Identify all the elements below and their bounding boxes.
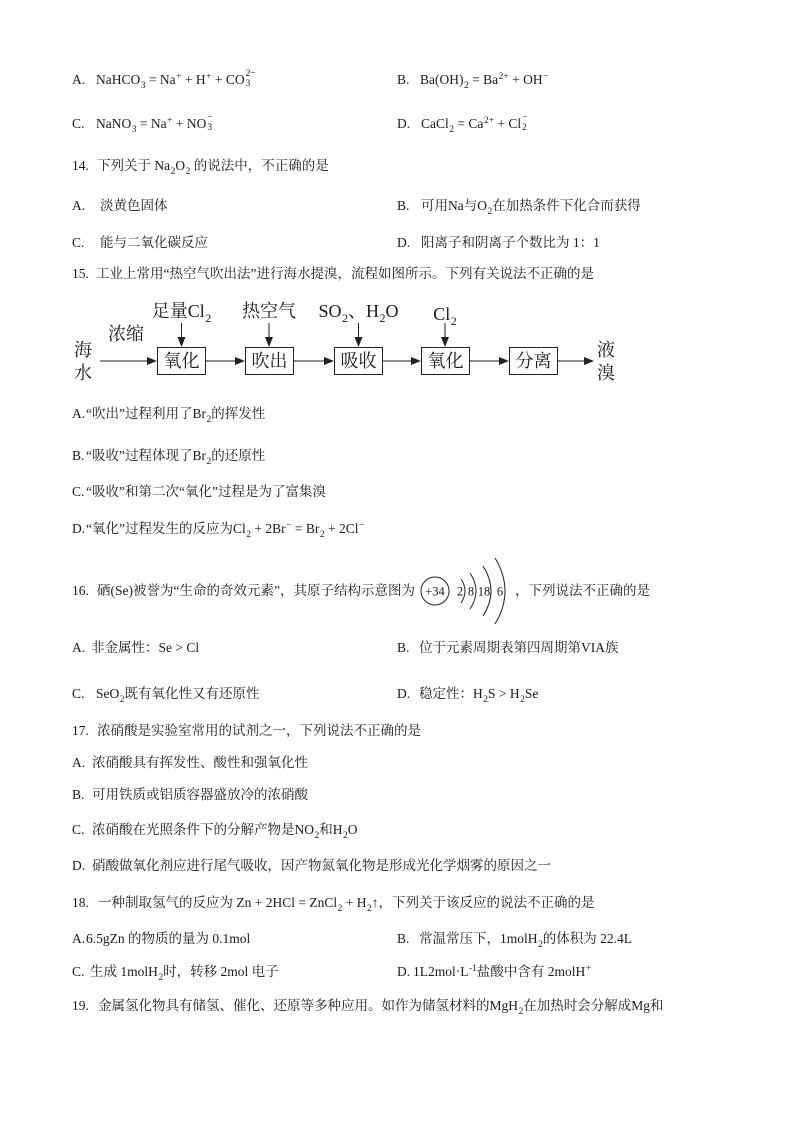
option-text: $1L2mol\cdot L^{-1}$盐酸中含有 2molH+ <box>413 964 592 979</box>
option-text: 能与二氧化碳反应 <box>100 235 208 250</box>
flow-input-1: 足量$Cl_2$ <box>151 301 212 325</box>
flow-step-oxidation-2: 氧化 <box>421 347 470 375</box>
question-16-stem <box>72 555 650 627</box>
question-text: 浓硝酸是实验室常用的试剂之一，下列说法不正确的是 <box>97 723 421 738</box>
option-label: A. <box>72 198 86 213</box>
superscript: − <box>522 113 528 124</box>
option-text: 浓硝酸具有挥发性、酸性和强氧化性 <box>92 755 308 770</box>
superscript: + <box>176 71 182 82</box>
option-15c <box>72 482 326 502</box>
option-15d <box>72 519 364 539</box>
subscript: 3 <box>131 124 137 135</box>
option-label: A. <box>72 72 86 87</box>
option-label: C. <box>72 964 85 979</box>
subscript: 2 <box>319 530 325 540</box>
subscript: 2 <box>170 167 176 177</box>
question-number: 15. <box>72 266 89 281</box>
option-17b <box>72 785 308 805</box>
option-text: 6.5gZn 的物质的量为 0.1mol <box>86 931 251 946</box>
subscript: 2 <box>449 124 455 135</box>
question-number: 18. <box>72 895 89 910</box>
option-label: A. <box>72 640 86 655</box>
superscript: + <box>167 115 173 126</box>
option-label: C. <box>72 116 85 131</box>
subscript: 2 <box>314 831 320 841</box>
option-text: 生成 1molH$_2$时，转移 2mol 电子 <box>90 964 279 983</box>
subscript: 2 <box>487 207 493 217</box>
option-label: B. <box>397 931 410 946</box>
flow-step-oxidation-1: 氧化 <box>157 347 206 375</box>
question-text: 工业上常用“热空气吹出法”进行海水提溴，流程如图所示。下列有关说法不正确的是 <box>96 266 594 281</box>
option-text: 稳定性：$H_2S > H_2Se$ <box>419 686 539 705</box>
sub-superscript <box>207 114 212 133</box>
subscript: 2 <box>464 81 469 91</box>
superscript: − <box>207 113 213 124</box>
option-label: B. <box>72 448 85 463</box>
option-label: C. <box>72 822 85 837</box>
shell-electron-count: 18 <box>477 584 491 599</box>
option-text: 硝酸做氧化剂应进行尾气吸收，因产物氮氧化物是形成光化学烟雾的原因之一 <box>92 858 551 873</box>
subscript: 2 <box>450 314 457 328</box>
flow-input-4: $Cl_2$ <box>433 304 457 328</box>
option-label: D. <box>397 964 411 979</box>
option-text: 位于元素周期表第四周期第VIA族 <box>419 640 619 655</box>
option-text: NaNO$_3$ = Na+ + NO − 3 <box>96 113 213 135</box>
option-text: “吸收”和第二次“氧化”过程是为了富集溴 <box>86 484 326 499</box>
subscript: 2 <box>246 530 251 540</box>
option-14b <box>397 196 641 216</box>
option-13c <box>72 114 213 134</box>
subscript: 2 <box>343 831 348 841</box>
option-13b <box>397 70 548 90</box>
flow-step-blow-out: 吹出 <box>245 347 294 375</box>
option-label: C. <box>72 484 85 499</box>
option-16d <box>397 684 538 704</box>
subscript: 2 <box>158 973 164 983</box>
subscript: 2 <box>538 940 543 950</box>
superscript: − <box>286 521 292 531</box>
option-16b <box>397 638 619 658</box>
question-17-stem <box>72 721 421 741</box>
option-text: 可用铁质或铝质容器盛放冷的浓硝酸 <box>92 787 308 802</box>
question-15-stem <box>72 264 594 284</box>
option-text: “吸收”过程体现了$Br_2$的还原性 <box>86 448 266 467</box>
question-14-stem <box>72 156 329 176</box>
question-number: 19. <box>72 998 89 1013</box>
option-label: B. <box>397 72 410 87</box>
option-text: 浓硝酸在光照条件下的分解产物是$NO_2$和$H_2O$ <box>92 822 358 841</box>
option-text: $Ba(OH)_2 = Ba^{2+} + OH^-$ <box>420 72 549 91</box>
option-label: A. <box>72 755 86 770</box>
flow-input-2: 热空气 <box>242 301 296 321</box>
option-text: “氧化”过程发生的反应为$Cl_2 + 2Br^- = Br_2 + 2Cl^-$ <box>86 521 365 540</box>
superscript: 2+ <box>483 115 494 126</box>
option-16c <box>72 684 260 704</box>
option-label: D. <box>72 858 86 873</box>
option-18a <box>72 929 250 949</box>
option-label: B. <box>397 198 410 213</box>
option-17a <box>72 753 308 773</box>
option-17d <box>72 856 551 876</box>
question-19-stem <box>72 996 664 1016</box>
option-label: D. <box>72 521 86 536</box>
option-text: 可用Na与$O_2$在加热条件下化合而获得 <box>421 198 641 217</box>
subscript: 2 <box>342 311 348 325</box>
option-text: 常温常压下，1molH$_2$的体积为 22.4L <box>419 931 633 950</box>
option-label: D. <box>397 116 411 131</box>
subscript: 2 <box>522 122 527 133</box>
option-18d <box>397 962 591 982</box>
superscript: − <box>358 521 365 531</box>
option-text: 非金属性：Se > Cl <box>91 640 200 655</box>
option-text: 淡黄色固体 <box>100 198 168 213</box>
question-number: 17. <box>72 723 89 738</box>
flow-input-3: $SO_2$、$H_2O$ <box>318 301 399 325</box>
option-18b <box>397 929 632 949</box>
subscript: 2 <box>337 904 343 914</box>
superscript: 2− <box>245 69 256 80</box>
subscript: 2 <box>119 695 125 705</box>
subscript: 2 <box>483 695 488 705</box>
flow-source: 海水 <box>74 340 92 383</box>
selenium-atom-structure-diagram <box>417 555 513 627</box>
question-number: 14. <box>72 158 89 173</box>
subscript: 2 <box>185 167 191 177</box>
shell-electron-count: 8 <box>467 584 475 599</box>
superscript: + <box>206 71 212 82</box>
bromine-extraction-flowchart <box>60 290 630 390</box>
flow-step-absorption: 吸收 <box>334 347 383 375</box>
question-text: 硒(Se)被誉为“生命的奇效元素”，其原子结构示意图为 <box>97 583 415 598</box>
subscript: 2 <box>206 415 212 425</box>
question-text: 金属氢化物具有储氢、催化、还原等多种应用。如作为储氢材料的MgH$_2$在加热时会分解成Mg和 <box>98 998 664 1017</box>
sub-superscript <box>522 114 527 133</box>
option-label: D. <box>397 235 411 250</box>
sub-superscript <box>246 70 256 89</box>
superscript: + <box>585 964 592 974</box>
subscript: 2 <box>366 904 372 914</box>
subscript: 3 <box>140 80 146 91</box>
option-14d <box>397 233 600 253</box>
question-18-stem <box>72 893 594 913</box>
question-text: ，下列说法不正确的是 <box>514 583 650 598</box>
option-label: A. <box>72 931 86 946</box>
question-text: 一种制取氢气的反应为 Zn + 2HCl = ZnCl$_2$ + $H_2↑$，下列关于该反应的说法不正确的是 <box>98 895 595 914</box>
option-label: B. <box>72 787 85 802</box>
option-text: “吹出”过程利用了$Br_2$的挥发性 <box>86 406 266 425</box>
option-14a <box>72 196 168 216</box>
option-17c <box>72 820 358 840</box>
option-text: 阳离子和阴离子个数比为 1：1 <box>421 235 600 250</box>
option-18c <box>72 962 279 982</box>
subscript: 3 <box>207 122 213 133</box>
nucleus-charge: +34 <box>425 584 445 599</box>
flow-source-arrow-label: 浓缩 <box>108 324 144 344</box>
superscript: 2+ <box>498 72 509 82</box>
flow-product: 液溴 <box>597 340 615 383</box>
subscript: 2 <box>520 695 525 705</box>
question-text: 下列关于 $Na_2O_2$ 的说法中，不正确的是 <box>97 158 329 177</box>
subscript: 2 <box>206 457 212 467</box>
superscript: − <box>543 72 549 82</box>
option-label: C. <box>72 686 85 701</box>
option-15a <box>72 404 265 424</box>
option-label: A. <box>72 406 86 421</box>
shell-electron-count: 2 <box>456 584 464 599</box>
option-15b <box>72 446 265 466</box>
subscript: 2 <box>518 1007 524 1017</box>
question-number: 16. <box>72 583 89 598</box>
option-text: SeO$_2$既有氧化性又有还原性 <box>96 686 260 705</box>
option-text: NaHCO$_3$ = Na+ + H+ + CO 2− 3 <box>96 69 256 91</box>
option-label: B. <box>397 640 410 655</box>
shell-electron-count: 6 <box>496 584 504 599</box>
option-label: C. <box>72 235 85 250</box>
flow-step-separation: 分离 <box>509 347 558 375</box>
subscript: 2 <box>379 311 386 325</box>
option-text: CaCl$_2$ = $Ca^{2+} + Cl$ − 2 <box>421 113 528 135</box>
option-13d <box>397 114 527 134</box>
option-13a <box>72 70 256 90</box>
superscript: -1 <box>469 964 477 974</box>
option-16a <box>72 638 199 658</box>
subscript: 2 <box>205 311 212 325</box>
option-14c <box>72 233 208 253</box>
subscript: 3 <box>245 78 251 89</box>
option-label: D. <box>397 686 411 701</box>
